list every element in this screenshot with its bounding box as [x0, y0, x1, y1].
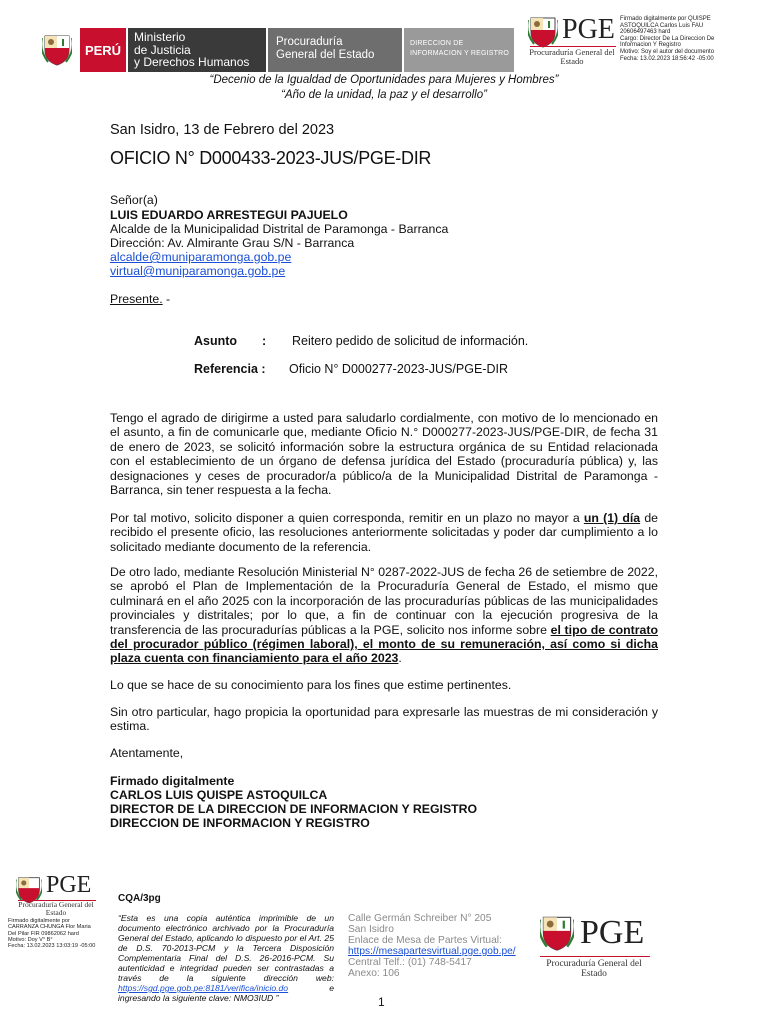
- ministry-label: [128, 28, 266, 72]
- pge-coat-of-arms-icon: [540, 912, 574, 952]
- pge-logo-text: PGE: [562, 14, 615, 45]
- direccion-label: [404, 28, 514, 72]
- signer-office: DIRECCION DE INFORMACION Y REGISTRO: [110, 816, 370, 830]
- paragraph-text: De otro lado, mediante Resolución Ministerial N° 0287-2022-JUS de fecha 26 de setiembre de 2022, se aprobó el Plan de Implementación de la Procuraduría General de Estado, el mismo que culminará en el año 2025 con la incorporación de las procuradurías públicas de las municipalidades provinciales y distritales; por lo que, a fin de continuar con la ejecución progresiva de la transferencia de las procuradurías públicas a la PGE, solicito nos informe sobre: [110, 565, 658, 637]
- motto-year: “Año de la unidad, la paz y el desarrollo”: [281, 89, 487, 101]
- signature-stamp-line: Fecha: 13.02.2023 18:56:42 -05:00: [620, 55, 714, 62]
- pge-subtitle-line: Procuraduría General del: [18, 900, 94, 909]
- pge-coat-of-arms-icon: [528, 14, 558, 48]
- pge-logo-subtitle: [532, 959, 656, 979]
- procuraduria-line: General del Estado: [276, 49, 375, 61]
- deadline-emphasis: un (1) día: [583, 511, 641, 525]
- contact-block: [348, 913, 516, 979]
- page-number: 1: [378, 995, 385, 1009]
- motto-decade: “Decenio de la Igualdad de Oportunidades para Mujeres y Hombres”: [209, 74, 559, 86]
- asunto-value: Reitero pedido de solicitud de información.: [292, 334, 529, 348]
- direccion-line: DIRECCION DE: [410, 40, 464, 47]
- request-emphasis: el tipo de contrato del procurador público (régimen laboral), el monto de su remuneración, así como si dicha plaza cuenta con financiamiento para el año 2023: [110, 622, 658, 666]
- recipient-email-link[interactable]: alcalde@muniparamonga.gob.pe: [110, 250, 292, 264]
- ministry-line: y Derechos Humanos: [134, 55, 250, 69]
- signature-stamp-line: 20606497463 hard: [620, 29, 671, 36]
- referencia-value: Oficio N° D000277-2023-JUS/PGE-DIR: [289, 362, 508, 376]
- direccion-line: INFORMACION Y REGISTRO: [410, 50, 510, 57]
- pge-subtitle-line: Procuraduría General del: [529, 47, 615, 57]
- peru-coat-of-arms-icon: [42, 32, 72, 66]
- presente-label: Presente.: [110, 292, 163, 306]
- recipient-email-link[interactable]: virtual@muniparamonga.gob.pe: [110, 264, 286, 278]
- stamp-line: CARRANZA CHUNGA Flor Maria: [8, 924, 91, 931]
- pge-subtitle-line: Procuraduría General del: [546, 959, 642, 969]
- digital-signature-stamp: [620, 16, 766, 62]
- stamp-line: Del Pilar FIR 09862062 hard: [8, 930, 79, 937]
- stamp-line: Motivo: Doy V° B°: [8, 936, 53, 943]
- pge-subtitle-line: Estado: [581, 969, 607, 979]
- signature-stamp-line: Motivo: Soy el autor del documento: [620, 48, 715, 55]
- signature-stamp-line: Informacion Y Registro: [620, 42, 681, 49]
- body-paragraph: [110, 565, 658, 666]
- recipient-title: Alcalde de la Municipalidad Distrital de Paramonga - Barranca: [110, 222, 449, 236]
- reference-code: CQA/3pg: [118, 893, 161, 904]
- ministry-line: de Justicia: [134, 42, 191, 57]
- signer-position: DIRECTOR DE LA DIRECCION DE INFORMACION Y REGISTRO: [110, 802, 478, 816]
- note-text: “Esta es una copia auténtica imprimible de un documento electrónico archivado por la Procuraduría General del Estado, aplicando lo dispuesto por el Art. 25 de D.S. 70-2013-PCM y la Tercera Disposición Complementaria Final del D.S. 26-2016-PCM. Su autenticidad e integridad pueden ser contrastadas a través de la siguiente dirección web:: [118, 913, 334, 983]
- asunto-label: Asunto: [194, 334, 238, 348]
- signature-stamp-line: Firmado digitalmente por QUISPE: [620, 16, 711, 22]
- body-paragraph: Sin otro particular, hago propicia la oportunidad para expresarle las muestras de mi consideración y estima.: [110, 705, 658, 734]
- mesa-partes-link[interactable]: https://mesapartesvirtual.pge.gob.pe/: [348, 946, 516, 957]
- body-paragraph: [110, 511, 658, 554]
- pge-logo-rule: [540, 956, 650, 957]
- pge-logo-subtitle: [524, 48, 620, 66]
- paragraph-text: Por tal motivo, solicito disponer a quien corresponda, remitir en un plazo no mayor a: [110, 511, 584, 525]
- visto-bueno-stamp: [8, 918, 118, 949]
- signer-name: CARLOS LUIS QUISPE ASTOQUILCA: [110, 788, 328, 802]
- document-date: San Isidro, 13 de Febrero del 2023: [110, 122, 335, 138]
- ministry-line: Ministerio: [134, 30, 186, 44]
- asunto-colon: :: [262, 334, 267, 348]
- authenticity-note: [118, 913, 334, 1003]
- paragraph-text: de recibido el presente oficio, las resoluciones anteriormente solicitadas y poder dar cumplimiento a lo solicitado mediante documento de la referencia.: [110, 511, 658, 554]
- recipient-salutation: Señor(a): [110, 193, 158, 207]
- verification-link[interactable]: https://sgd.pge.gob.pe:8181/verifica/inicio.do: [118, 983, 289, 993]
- signature-line: Firmado digitalmente: [110, 774, 235, 788]
- contact-line: Anexo: 106: [348, 968, 400, 979]
- peru-label: PERÚ: [80, 28, 126, 72]
- procuraduria-label: [268, 28, 402, 72]
- signature-stamp-line: ASTOQUILCA Carlos Luis FAU: [620, 22, 704, 29]
- closing: Atentamente,: [110, 746, 184, 760]
- body-paragraph: Tengo el agrado de dirigirme a usted para saludarlo cordialmente, con motivo de lo mencionado en el asunto, a fin de comunicarle que, mediante Oficio N.° D000277-2023-JUS/PGE-DIR, de fecha 31 de enero de 2023, se solicitó información sobre la estructura orgánica de su Entidad relacionada con el establecimiento de un órgano de defensa jurídica del Estado (procuraduría pública) y, las designaciones y ceses de procurador/a público/a de la Municipalidad Distrital de Paramonga - Barranca, sin tener respuesta a la fecha.: [110, 411, 658, 498]
- recipient-name: LUIS EDUARDO ARRESTEGUI PAJUELO: [110, 208, 348, 222]
- contact-line: Enlace de Mesa de Partes Virtual:: [348, 935, 502, 946]
- pge-subtitle-line: Estado: [45, 908, 67, 917]
- pge-logo-text: PGE: [580, 914, 645, 951]
- presente-dash: -: [162, 292, 171, 306]
- paragraph-text: .: [398, 651, 402, 666]
- pge-logo-subtitle: [10, 901, 102, 917]
- recipient-address: Dirección: Av. Almirante Grau S/N - Barranca: [110, 236, 355, 250]
- body-paragraph: Lo que se hace de su conocimiento para los fines que estime pertinentes.: [110, 678, 512, 692]
- contact-line: Calle Germán Schreiber N° 205: [348, 913, 492, 924]
- contact-line: San Isidro: [348, 924, 394, 935]
- referencia-label: Referencia :: [194, 362, 266, 376]
- signature-stamp-line: Cargo: Director De La Direccion De: [620, 35, 715, 42]
- pge-subtitle-line: Estado: [560, 56, 584, 66]
- contact-line: Central Telf.: (01) 748-5417: [348, 957, 472, 968]
- stamp-line: Fecha: 13.02.2023 13:03:19 -05:00: [8, 943, 96, 950]
- note-text: e ingresando la siguiente clave: NMO3IUD ”: [118, 983, 334, 1003]
- pge-logo-text: PGE: [46, 872, 92, 898]
- stamp-line: Firmado digitalmente por: [8, 918, 70, 924]
- presente-line: [110, 292, 170, 306]
- oficio-number: OFICIO N° D000433-2023-JUS/PGE-DIR: [110, 148, 432, 168]
- procuraduria-line: Procuraduría: [276, 36, 343, 48]
